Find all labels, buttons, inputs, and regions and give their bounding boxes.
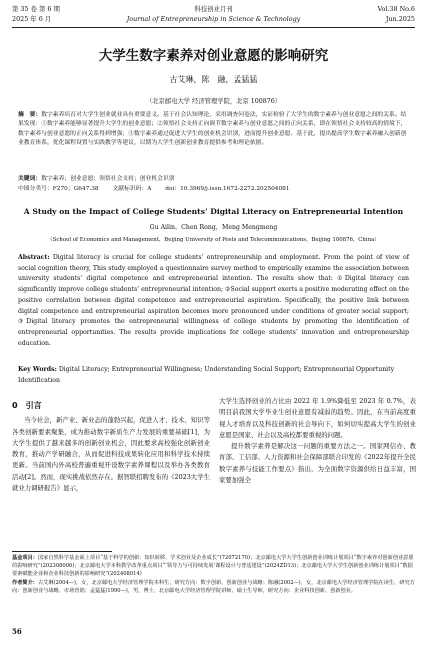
abstract-label-cn: 摘 要：	[18, 112, 42, 118]
keywords-text-en: Digital Literacy; Entrepreneurial Willingness; Understanding Social Support; Entrepreneurial Opportunity Identification	[18, 366, 395, 384]
header-volume-en: Vol.38 No.6	[377, 5, 415, 13]
author-bio-text: 古艾琳(2004—)，女，北京邮电大学经济管理学院本科生，研究方向：数字创新、创新创业与战略；陈融(2002—)，女，北京邮电大学经济管理学院在读生，研究方向：创新创业与战略、市场营销；孟猛猛(1990—)，男，博士，北京邮电大学经济管理学院讲师、硕士生导师，研究方向：企业科技创新、创新创业。	[12, 579, 415, 594]
footnotes	[12, 554, 415, 595]
page-number: 56	[12, 627, 22, 636]
keywords-text-cn: 数字素养；创业意愿；领悟社会支持；创业机会识别	[41, 176, 175, 182]
body-column-left	[12, 396, 210, 494]
header-journal-cn: 科技创业月刊	[194, 5, 233, 13]
chinese-keywords	[18, 175, 409, 184]
doi: doi：10.3969/j.issn.1672-2272.202504081	[165, 186, 290, 192]
paper-title: 大学生数字素养对创业意愿的影响研究	[98, 48, 329, 64]
author-list: 古艾琳，陈 融，孟猛猛	[169, 75, 258, 84]
body-column-right	[219, 396, 416, 486]
header-date-en: Jun.2025	[385, 15, 415, 23]
english-affiliation: （School of Economics and Management，Beijing University of Posts and Telecommunications，Beijing 100876，China）	[47, 237, 380, 243]
author-bio-label: 作者简介：	[12, 579, 38, 586]
header-volume-cn: 第 35 卷 第 6 期	[12, 5, 60, 13]
clc-number: 中图分类号：F270；G647.38	[18, 186, 99, 192]
funding-label: 基金项目：	[12, 555, 38, 561]
header-date-cn: 2025 年 6 月	[12, 15, 52, 23]
footnote-divider	[12, 551, 112, 552]
english-authors: Gu Ailin，Chen Rong，Meng Mengmeng	[149, 224, 278, 231]
keywords-label-cn: 关键词：	[18, 176, 42, 182]
intro-paragraph-1: 当今社会，新产业、新业态的蓬勃兴起，促进人才、技术、知识等各类创新要素聚集，成为推动数字新质生产力发展的重要基础[1]，为大学生提供了越来越多的创新创业机会，因此要求高校强化创新创业教育，推动产学研融合，从而促进科技成果转化应用和科学技术持续更新。当前国内外高校普遍重视开设数字素养课程以及举办各类教育活动[2]。然而，现实挑战依然存在。据智联招聘发布的《2023大学生就业力调研报告》显示，	[12, 416, 210, 493]
abstract-text-cn: 数字素养培育对大学生创业就业具有重要意义。基于社会认知理论，采用调查问卷法，实证检验了大学生的数字素养与创业意愿之间的关系。结果发现：①数字素养能够显著提升大学生的创业意愿；②领悟社会支持正向调节数字素养与创业意愿之间的正向关系，即在领悟社会支持较高的情境下，数字素养与创业意愿的正向关系得到增强；③数字素养通过促进大学生的创业机会识别，进而提升创业意愿。基于此，提出提高学生数字素养融入创新创业教育体系，优化课程设置与实践教学等建议，以期为大学生创新创业教育提供参考和理论依据。	[18, 112, 407, 147]
english-keywords	[18, 365, 409, 386]
intro-paragraph-2: 提升数字素养是解决这一问题的重要方法之一。国家网信办、教育部、工信部、人力资源和社会保障部联合印发的《2022年提升全民数字素养与技能工作要点》指出，为全面数字资源供给日益丰富，国家要加强全	[219, 442, 416, 485]
funding-note	[12, 554, 415, 579]
header-journal-en: Journal of Entrepreneurship in Science & Technology	[126, 15, 301, 23]
chinese-abstract	[18, 111, 409, 149]
classification-line	[18, 185, 409, 194]
section-heading-introduction: 0 引言	[12, 401, 42, 410]
keywords-label-en: Key Words:	[18, 366, 57, 373]
author-bio-note	[12, 579, 415, 595]
intro-paragraph-continued: 大学生选择创业的占比由 2022 年 1.9%降低至 2023 年 0.7%，表明目前我国大学毕业生创业意愿有减弱的趋势。因此，在当前高度重视人才培育以及科技创新的社会导向下，如何切实提高大学生的创业意愿是国家、社会以及高校都要重视的问题。	[219, 397, 416, 439]
running-header	[12, 5, 415, 28]
english-abstract	[18, 253, 409, 349]
funding-text: 国家自然科学基金面上项目“基于科学的创新：知识转移、学术创业及企业成长”(72072170)；北京邮电大学大学生创新创业训练计划项目“数字素养对创新创业意愿的影响研究”(202308006)；北京邮电大学本科教学改革重点项目“‘领导力与可持续发展’课程设计与普适建设”(2024ZD13)；北京邮电大学大学生创新创业训练计划项目“数据要素赋能企业和企业科技创新的影响研究”(202408014)	[12, 555, 414, 578]
abstract-label-en: Abstract:	[18, 254, 50, 261]
english-title: A Study on the Impact of College Students’ Digital Literacy on Entrepreneurial Intention	[23, 207, 404, 216]
document-code: 文献标识码：A	[112, 186, 152, 192]
abstract-text-en: Digital literacy is crucial for college students’ entrepreneurship and employment. From the point of view of social cognition theory, This study employed a questionnaire survey method to empirically examine the association between university students’ digital competence and entrepreneurial intention. The results show that: ①Digital literacy can significantly improve college students’ entrepreneurial intention; ②Social support exerts a positive moderating effect on the positive correlation between digital competence and entrepreneurial aspiration. Specifically, the positive link between digital competence and entrepreneurial aspiration becomes more pronounced under conditions of greater social support; ③Digital literacy promotes the entrepreneurial willingness of college students by promoting the identification of entrepreneurial opportunities. The results provide implications for college students’ innovation and entrepreneurship education.	[18, 254, 409, 347]
affiliation: （北京邮电大学 经济管理学院，北京 100876）	[145, 98, 282, 105]
